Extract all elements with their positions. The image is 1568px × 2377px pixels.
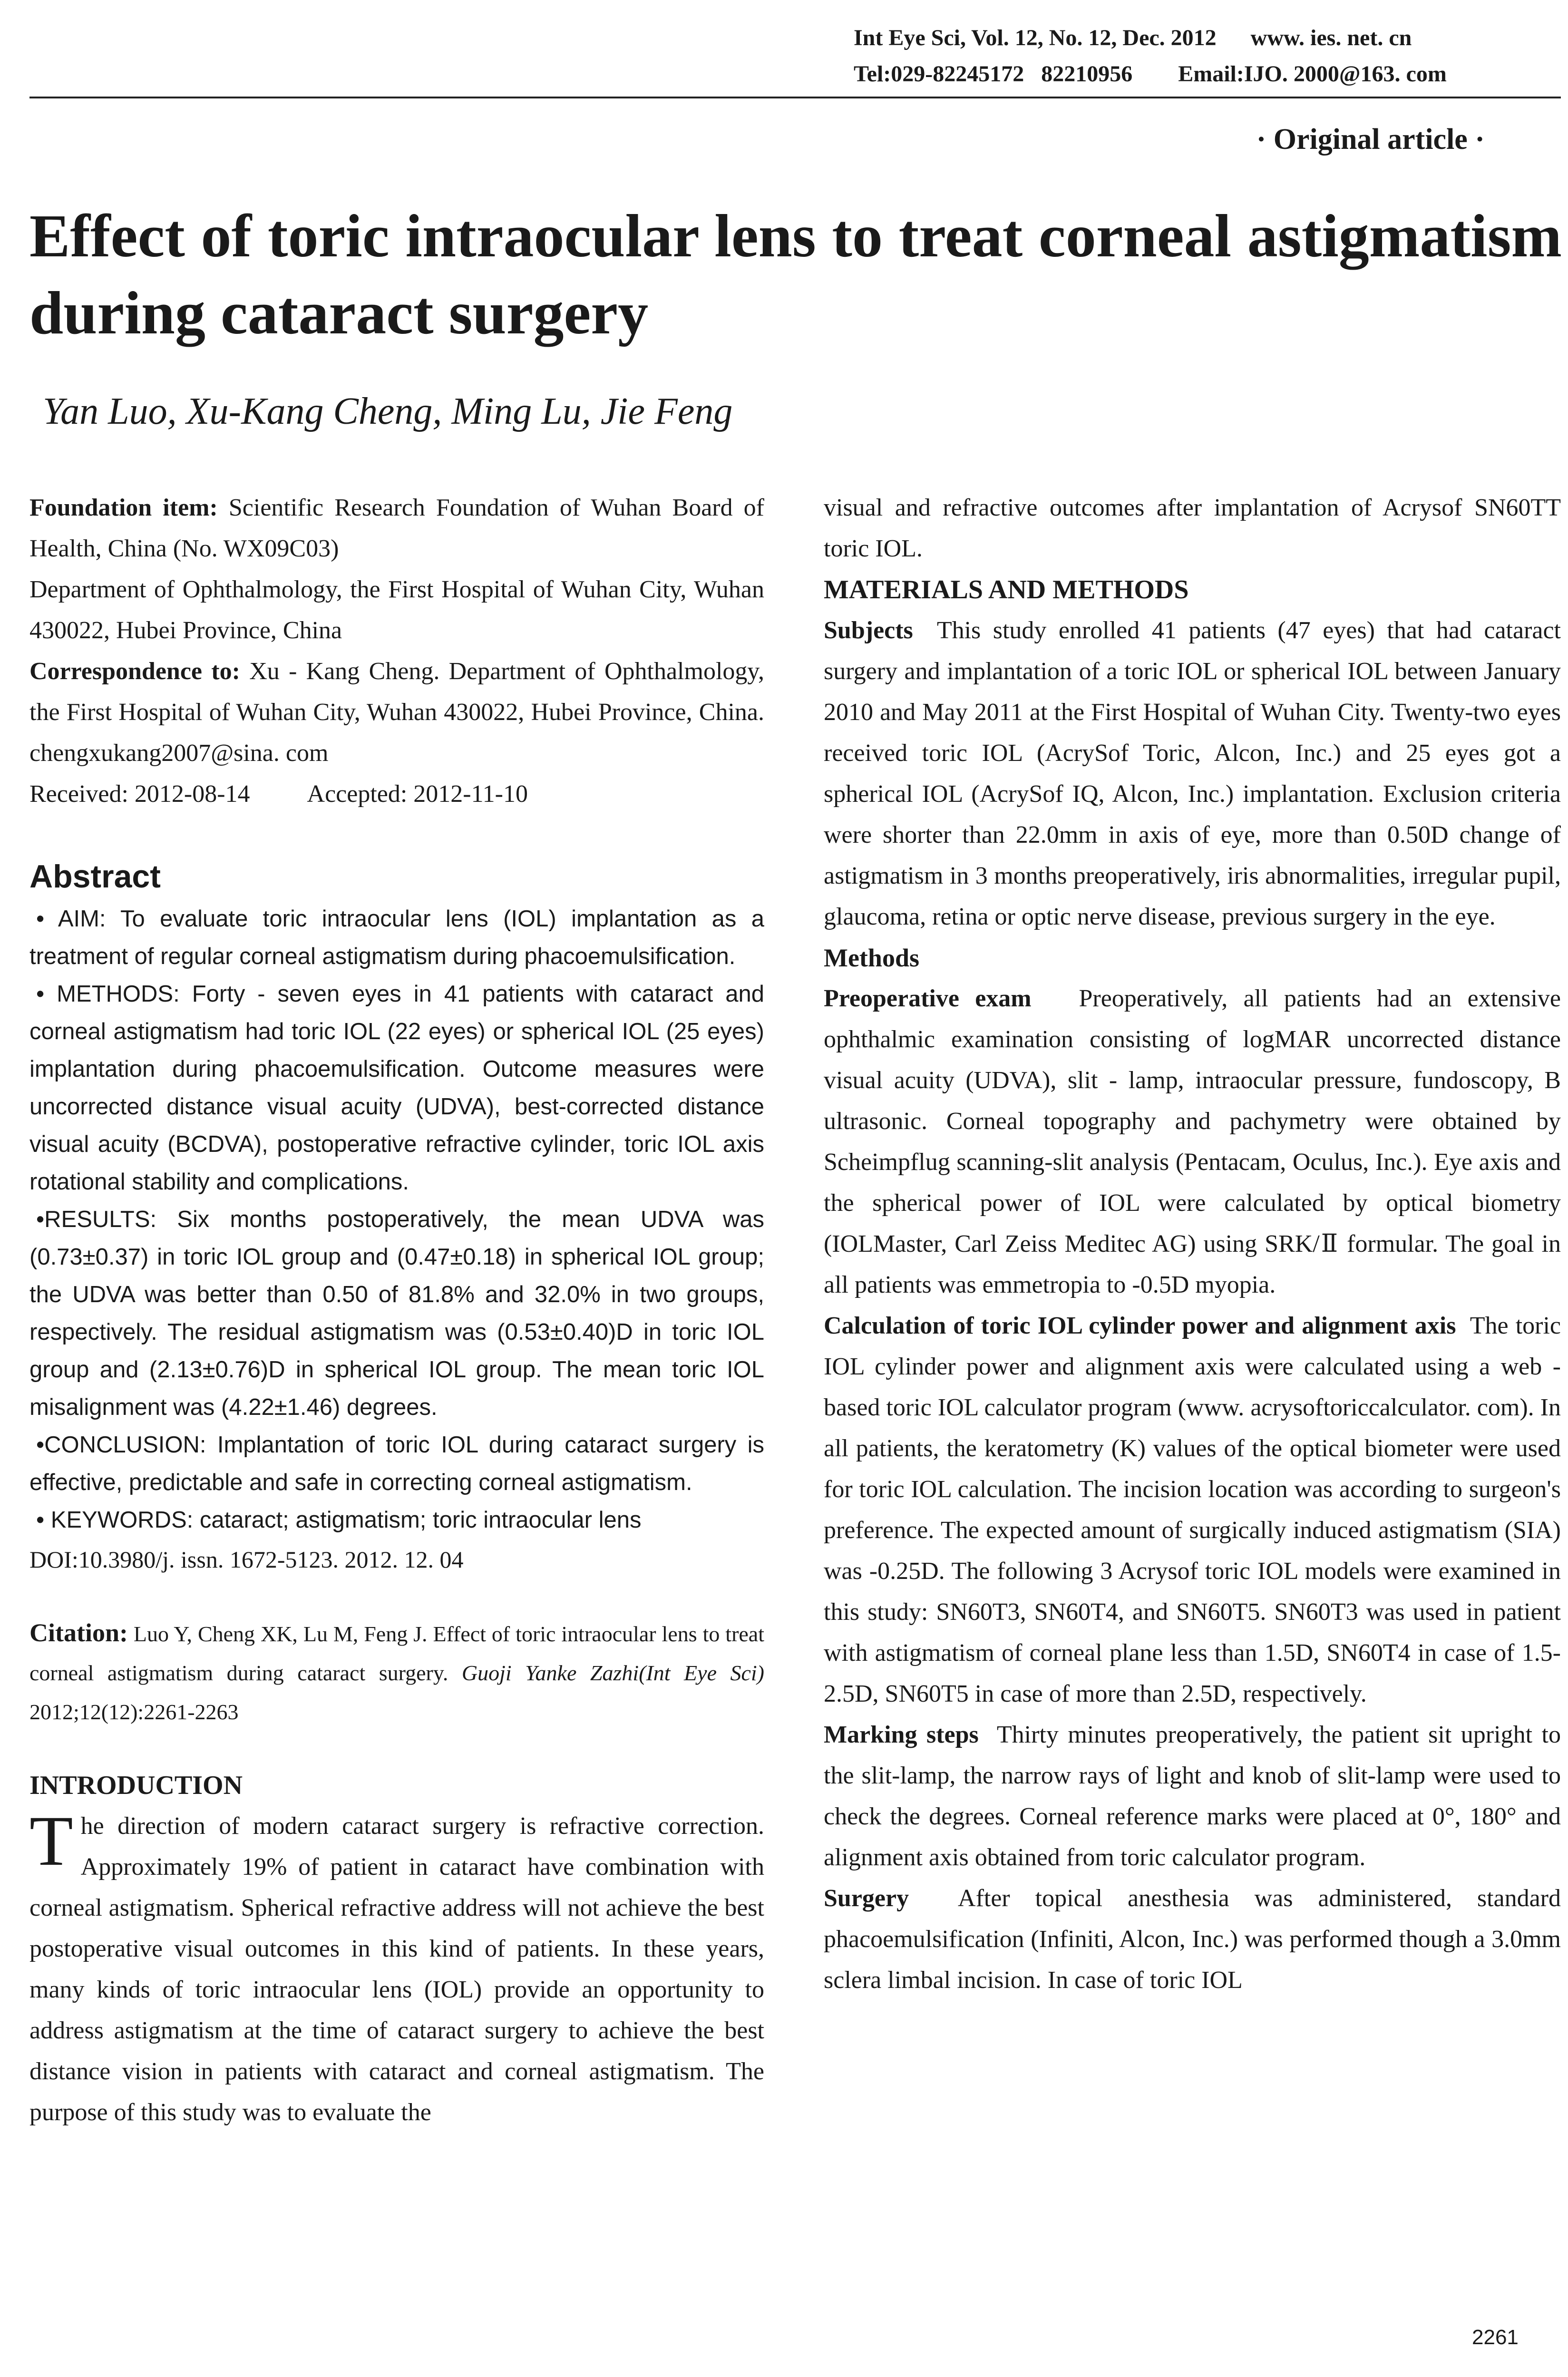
right-column: [824, 487, 1561, 2001]
dates-row: [29, 774, 764, 815]
page-number: 2261: [1472, 2326, 1519, 2349]
correspondence-label: Correspondence to:: [29, 658, 240, 685]
foundation-label: Foundation item:: [29, 494, 218, 521]
article-title: Effect of toric intraocular lens to treat corneal astigmatism during cataract surgery: [29, 202, 1562, 347]
preoperative-paragraph: [824, 978, 1561, 1305]
received-date: Received: 2012-08-14: [29, 780, 250, 808]
doi: DOI:10.3980/j. issn. 1672-5123. 2012. 12. 04: [29, 1546, 464, 1573]
aim-text: To evaluate toric intraocular lens (IOL) implantation as a treatment of regular corneal astigmatism during phacoemulsification.: [29, 906, 765, 969]
methods-text: Forty - seven eyes in 41 patients with cataract and corneal astigmatism had toric IOL (22 eyes) or spherical IOL (25 eyes) implantation during phacoemulsification. Outcome measures were uncorrected distance visual acuity (UDVA), best-corrected distance visual acuity (BCDVA), postoperative refractive cylinder, toric IOL axis rotational stability and complications.: [29, 981, 764, 1195]
introduction-continued: visual and refractive outcomes after implantation of Acrysof SN60TT toric IOL.: [824, 494, 1561, 562]
citation-journal: Guoji Yanke Zazhi(Int Eye Sci): [461, 1661, 765, 1685]
abstract-methods: [29, 975, 764, 1201]
calculation-label: Calculation of toric IOL cylinder power and alignment axis: [824, 1312, 1456, 1339]
citation-ref: 2012;12(12):2261-2263: [29, 1700, 239, 1724]
accepted-date: Accepted: 2012-11-10: [307, 780, 528, 808]
citation: [29, 1613, 764, 1732]
foundation-item: [29, 487, 764, 569]
journal-contact-line: Tel:029-82245172 82210956 Email:IJO. 2000@163. com: [854, 61, 1447, 87]
calculation-paragraph: [824, 1305, 1561, 1715]
left-column: [29, 487, 764, 2133]
abstract-results: [29, 1201, 764, 1426]
methods-subheading: Methods: [824, 944, 919, 972]
journal-header-line: Int Eye Sci, Vol. 12, No. 12, Dec. 2012 www. ies. net. cn: [854, 25, 1412, 50]
marking-paragraph: [824, 1715, 1561, 1878]
correspondence-text: Xu - Kang Cheng. Department of Ophthalmology, the First Hospital of Wuhan City, Wuhan 430022, Hubei Province, China. chengxukang2007@sina. com: [29, 658, 765, 767]
results-text: Six months postoperatively, the mean UDVA was (0.73±0.37) in toric IOL group and (0.47±0.18) in spherical IOL group; the UDVA was better than 0.50 of 81.8% and 32.0% in two groups, respectively. The residual astigmatism was (0.53±0.40)D in toric IOL group and (2.13±0.76)D in spherical IOL group. The mean toric IOL misalignment was (4.22±1.46) degrees.: [29, 1207, 764, 1420]
surgery-text: After topical anesthesia was administered, standard phacoemulsification (Infiniti, Alcon, Inc.) was performed though a 3.0mm sclera limbal incision. In case of toric IOL: [824, 1885, 1561, 1994]
surgery-paragraph: [824, 1878, 1561, 2001]
subjects-label: Subjects: [824, 617, 913, 644]
foundation-text: Scientific Research Foundation of Wuhan Board of Health, China (No. WX09C03): [29, 494, 764, 562]
affiliation: Department of Ophthalmology, the First Hospital of Wuhan City, Wuhan 430022, Hubei Province, China: [29, 576, 764, 644]
preoperative-label: Preoperative exam: [824, 985, 1032, 1012]
citation-label: Citation:: [29, 1618, 128, 1647]
conclusion-label: •CONCLUSION:: [36, 1432, 206, 1458]
preoperative-text: Preoperatively, all patients had an extensive ophthalmic examination consisting of logMAR uncorrected distance visual acuity (UDVA), slit - lamp, intraocular pressure, fundoscopy, B ultrasonic. Corneal topography and pachymetry were obtained by Scheimpflug scanning-slit analysis (Pentacam, Oculus, Inc.). Eye axis and the spherical power of IOL were calculated by optical biometry (IOLMaster, Carl Zeiss Meditec AG) using SRK/Ⅱ formular. The goal in all patients was emmetropia to -0.5D myopia.: [824, 985, 1561, 1298]
conclusion-text: Implantation of toric IOL during cataract surgery is effective, predictable and safe in correcting corneal astigmatism.: [29, 1432, 764, 1495]
introduction-heading: INTRODUCTION: [29, 1771, 243, 1800]
abstract-keywords: [29, 1501, 764, 1539]
keywords-label: • KEYWORDS:: [36, 1507, 194, 1533]
subjects-text: This study enrolled 41 patients (47 eyes) that had cataract surgery and implantation of a toric IOL or spherical IOL between January 2010 and May 2011 at the First Hospital of Wuhan City. Twenty-two eyes received toric IOL (AcrySof Toric, Alcon, Inc.) and 25 eyes got a spherical IOL (AcrySof IQ, Alcon, Inc.) implantation. Exclusion criteria were shorter than 22.0mm in axis of eye, more than 0.50D change of astigmatism in 3 months preoperatively, iris abnormalities, irregular pupil, glaucoma, retina or optic nerve disease, previous surgery in the eye.: [824, 617, 1561, 930]
surgery-label: Surgery: [824, 1885, 909, 1912]
calculation-text: The toric IOL cylinder power and alignment axis were calculated using a web - based toric IOL calculator program (www. acrysoftoriccalculator. com). In all patients, the keratometry (K) values of the optical biometer were used for toric IOL calculation. The incision location was according to surgeon's preference. The expected amount of surgically induced astigmatism (SIA) was -0.25D. The following 3 Acrysof toric IOL models were examined in this study: SN60T3, SN60T4, and SN60T5. SN60T3 was used in patient with astigmatism of corneal plane less than 1.5D, SN60T4 in case of 1.5-2.5D, SN60T5 in case of more than 2.5D, respectively.: [824, 1312, 1561, 1707]
abstract-aim: [29, 900, 764, 975]
aim-label: • AIM:: [36, 906, 106, 932]
marking-label: Marking steps: [824, 1721, 979, 1748]
results-label: •RESULTS:: [36, 1207, 157, 1232]
abstract-body: [29, 900, 764, 1539]
keywords-text: cataract; astigmatism; toric intraocular lens: [199, 1507, 642, 1533]
marking-text: Thirty minutes preoperatively, the patient sit upright to the slit-lamp, the narrow rays of light and knob of slit-lamp were used to check the degrees. Corneal reference marks were placed at 0°, 180° and alignment axis obtained from toric calculator program.: [824, 1721, 1561, 1871]
introduction-text: [29, 1802, 764, 2133]
abstract-conclusion: [29, 1426, 764, 1501]
article-type-label: · Original article ·: [1256, 123, 1485, 156]
abstract-heading: Abstract: [29, 858, 161, 895]
introduction-body: he direction of modern cataract surgery is refractive correction. Approximately 19% of patient in cataract have combination with corneal astigmatism. Spherical refractive address will not achieve the best postoperative visual outcomes in this kind of patients. In these years, many kinds of toric intraocular lens (IOL) provide an opportunity to address astigmatism at the time of cataract surgery to achieve the best distance vision in patients with cataract and corneal astigmatism. The purpose of this study was to evaluate the: [29, 1812, 764, 2126]
methods-heading: MATERIALS AND METHODS: [824, 575, 1189, 604]
citation-text: Luo Y, Cheng XK, Lu M, Feng J. Effect of toric intraocular lens to treat corneal astigmatism during cataract surgery.: [29, 1622, 765, 1685]
correspondence: [29, 651, 764, 774]
author-list: Yan Luo, Xu-Kang Cheng, Ming Lu, Jie Feng: [43, 390, 733, 432]
drop-cap: T: [29, 1802, 73, 1880]
methods-label: • METHODS:: [36, 981, 180, 1007]
header-rule: [29, 97, 1561, 98]
subjects-paragraph: [824, 610, 1561, 937]
